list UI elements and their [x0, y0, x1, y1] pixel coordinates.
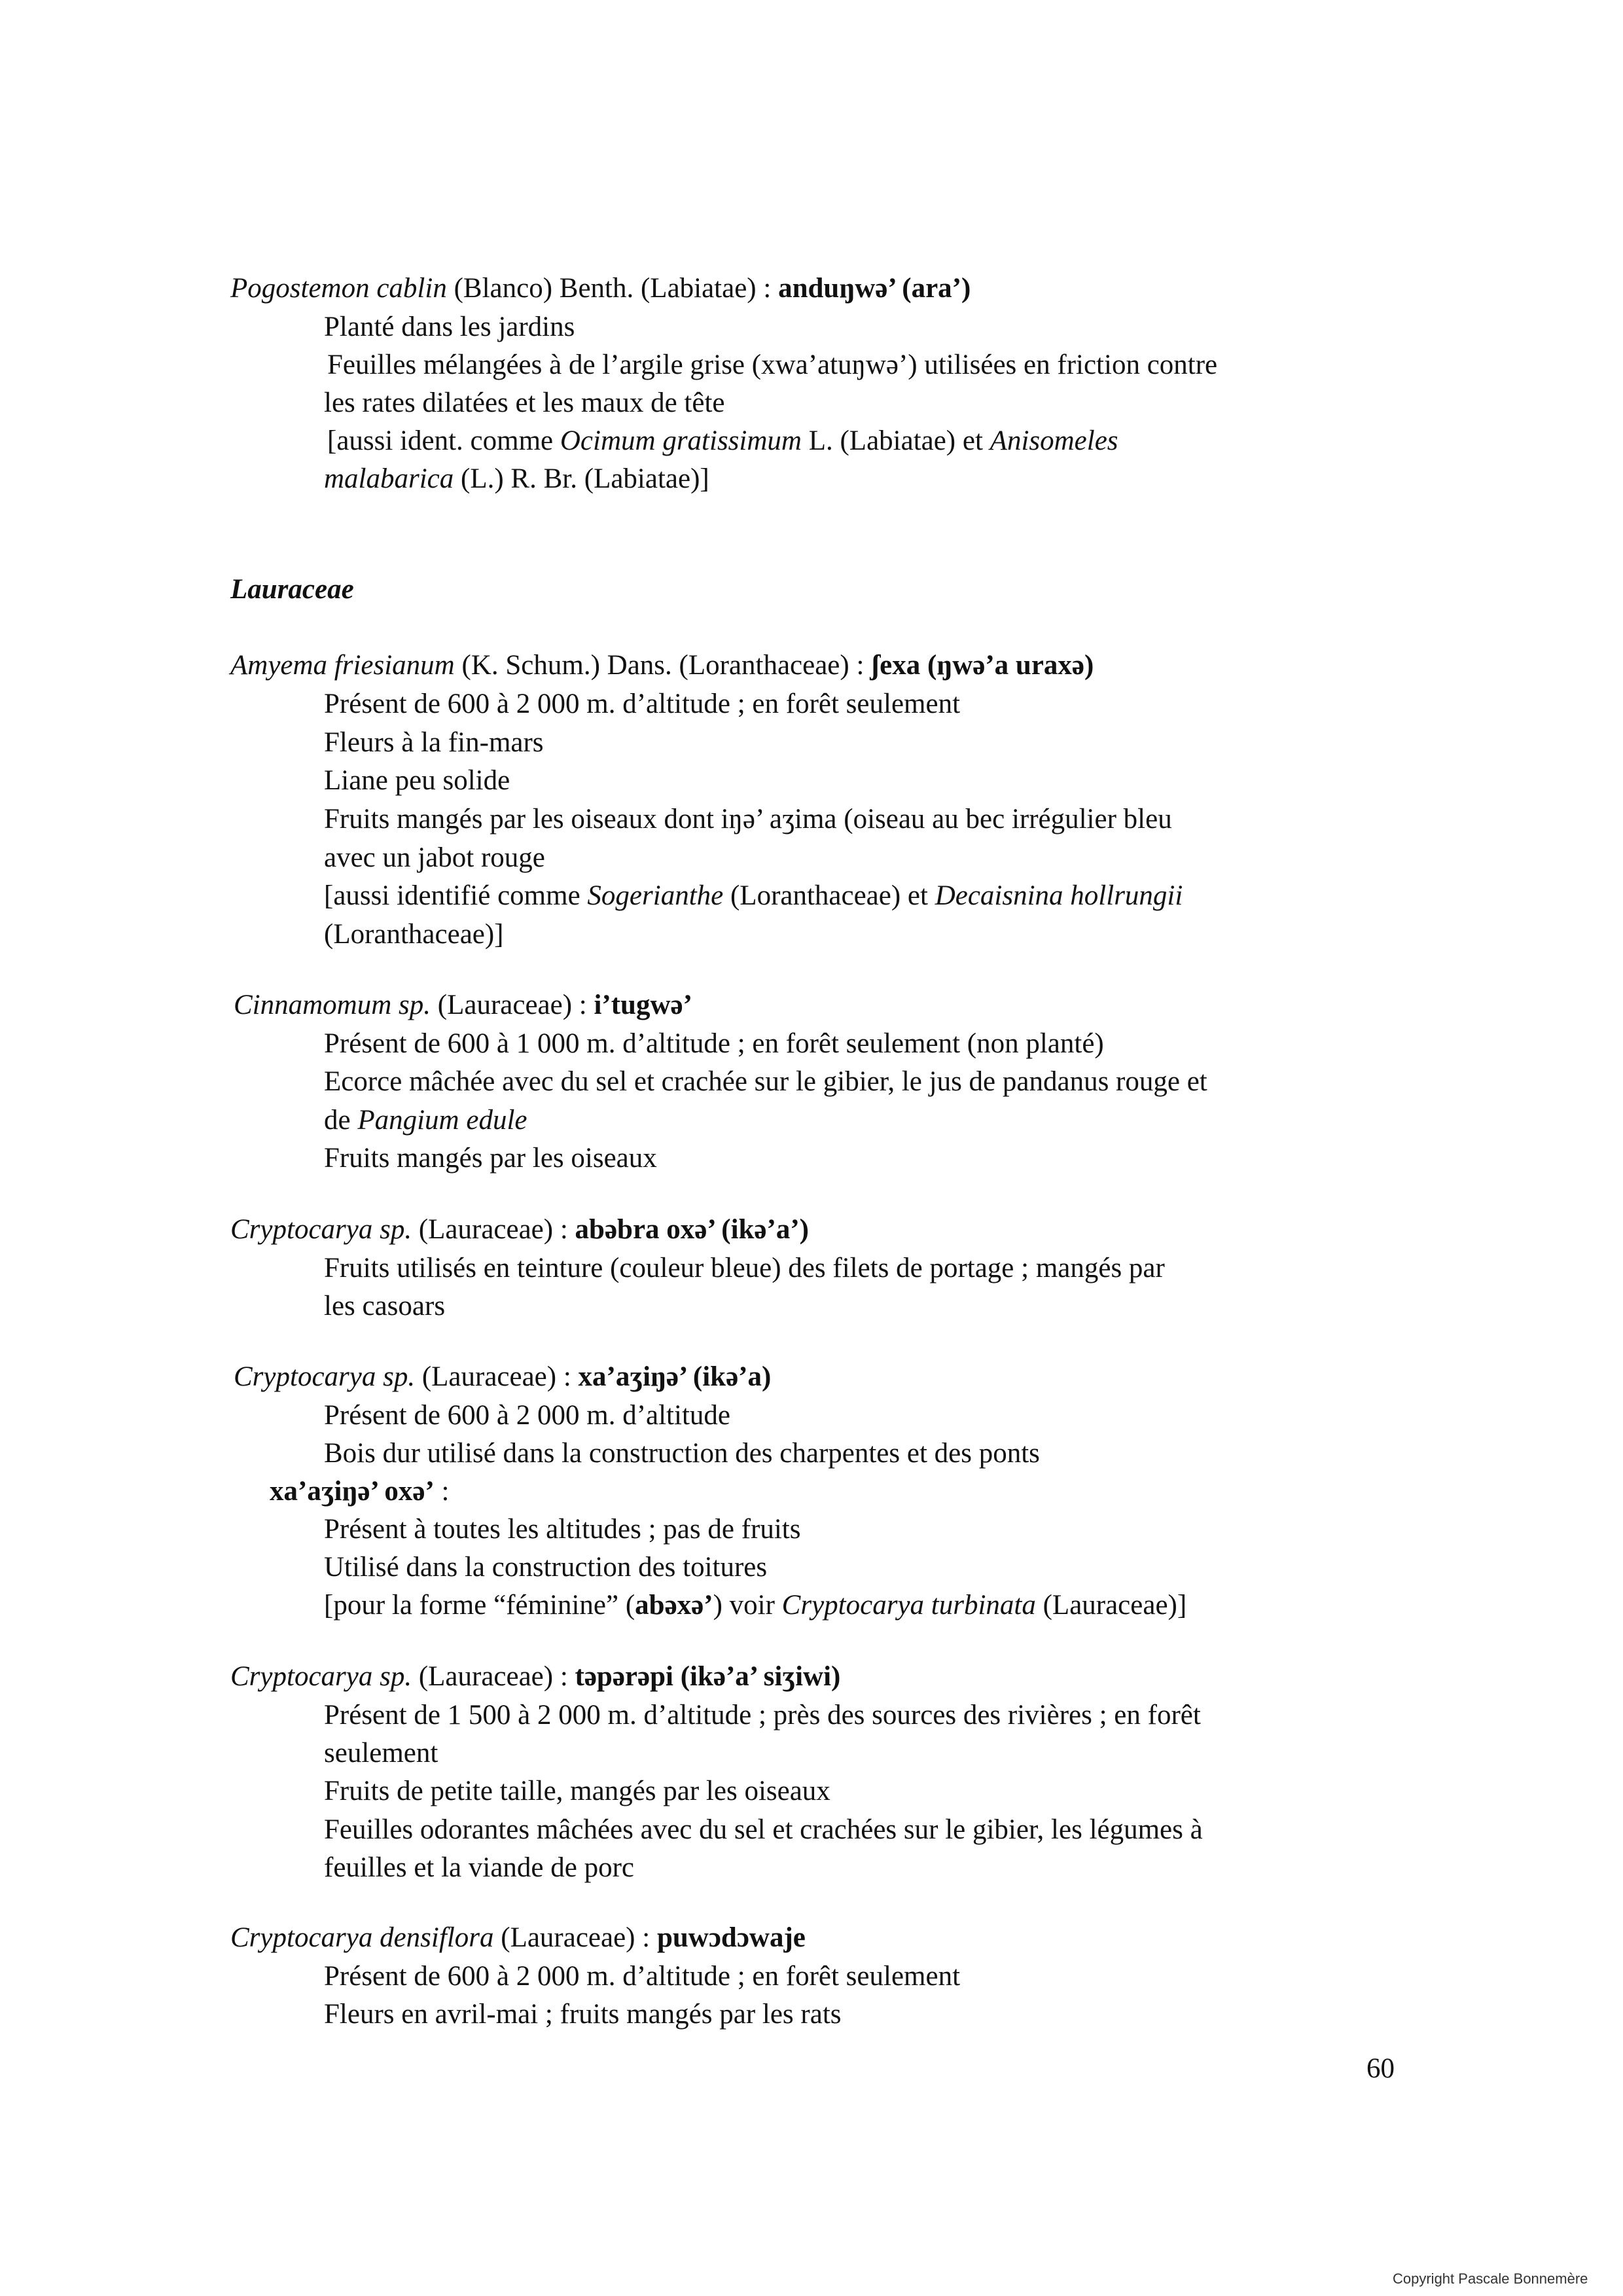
species-ref: Cryptocarya turbinata [781, 1590, 1036, 1621]
text-run: L. (Labiatae) et [801, 425, 990, 456]
entry-header [230, 1211, 809, 1249]
species-authority: (Lauraceae) : [415, 1361, 579, 1392]
vernacular-ref: abəxə’ [635, 1590, 713, 1621]
section-heading: Lauraceae [230, 574, 354, 605]
entry-line: Feuilles odorantes mâchées avec du sel et crachées sur le gibier, les légumes à [324, 1814, 1203, 1845]
text-run: [pour la forme “féminine” ( [324, 1590, 635, 1621]
entry-line: seulement [324, 1738, 438, 1768]
species-ref: Pangium edule [357, 1105, 527, 1136]
text-run: (Loranthaceae) et [723, 880, 935, 911]
entry-line: Présent de 600 à 2 000 m. d’altitude ; en forêt seulement [324, 689, 961, 719]
species-authority: (Lauraceae) : [412, 1214, 575, 1245]
entry-line: Fruits utilisés en teinture (couleur bleue) des filets de portage ; mangés par [324, 1253, 1165, 1283]
entry-line: Feuilles mélangées à de l’argile grise (xwa’atuŋwə’) utilisées en friction contre [327, 350, 1218, 380]
entry-line: Fruits mangés par les oiseaux [324, 1143, 657, 1174]
species-authority: (K. Schum.) Dans. (Loranthaceae) : [454, 650, 872, 681]
page-number: 60 [1366, 2053, 1395, 2084]
entry-line [324, 460, 709, 498]
vernacular-name: abəbra oxə’ (ikə’a’) [575, 1214, 809, 1245]
entry-line: Ecorce mâchée avec du sel et crachée sur le gibier, le jus de pandanus rouge et [324, 1066, 1207, 1097]
entry-line: les rates dilatées et les maux de tête [324, 387, 725, 418]
species-name: Cryptocarya densiflora [230, 1922, 494, 1953]
species-ref: Anisomeles [990, 425, 1118, 456]
text-run: [aussi ident. comme [327, 425, 560, 456]
species-ref: Ocimum gratissimum [560, 425, 802, 456]
entry-line: Liane peu solide [324, 765, 510, 796]
entry-header [230, 270, 971, 308]
entry-line: Planté dans les jardins [324, 312, 575, 342]
entry-line: Présent de 600 à 2 000 m. d’altitude [324, 1400, 730, 1431]
entry-line: feuilles et la viande de porc [324, 1852, 634, 1883]
entry-header [230, 1658, 840, 1696]
species-ref: malabarica [324, 463, 454, 494]
entry-line: Fleurs à la fin-mars [324, 727, 544, 758]
entry-line: Fruits mangés par les oiseaux dont iŋə’ aʒima (oiseau au bec irrégulier bleu [324, 804, 1172, 834]
text-run: [aussi identifié comme [324, 880, 588, 911]
sub-entry-header [270, 1473, 449, 1511]
entry-line: Utilisé dans la construction des toitures [324, 1552, 768, 1583]
entry-line: Présent de 600 à 1 000 m. d’altitude ; en forêt seulement (non planté) [324, 1028, 1104, 1059]
entry-header [230, 647, 1094, 685]
species-name: Cryptocarya sp. [230, 1214, 412, 1245]
species-name: Cinnamomum sp. [234, 990, 431, 1020]
entry-line: Présent de 1 500 à 2 000 m. d’altitude ; près des sources des rivières ; en forêt [324, 1700, 1201, 1731]
vernacular-name: puwɔdɔwaje [656, 1922, 806, 1953]
species-ref: Sogerianthe [587, 880, 724, 911]
entry-line: Présent à toutes les altitudes ; pas de fruits [324, 1514, 801, 1545]
vernacular-name: anduŋwə’ (ara’) [778, 273, 971, 304]
sub-vernacular-name: xa’aʒiŋə’ oxə’ [270, 1476, 435, 1507]
species-authority: (Blanco) Benth. (Labiatae) : [446, 273, 779, 304]
species-authority: (Lauraceae) : [431, 990, 594, 1020]
species-authority: (Lauraceae) : [493, 1922, 657, 1953]
entry-line: Bois dur utilisé dans la construction des charpentes et des ponts [324, 1438, 1040, 1469]
entry-header [234, 986, 692, 1024]
entry-line: avec un jabot rouge [324, 842, 545, 873]
entry-header [234, 1358, 771, 1396]
entry-header [230, 1919, 806, 1957]
entry-line: Fleurs en avril-mai ; fruits mangés par les rats [324, 1999, 842, 2030]
species-ref: Decaisnina hollrungii [935, 880, 1183, 911]
text-run: (L.) R. Br. (Labiatae)] [454, 463, 709, 494]
vernacular-name: i’tugwə’ [594, 990, 692, 1020]
copyright-notice: Copyright Pascale Bonnemère [1393, 2270, 1588, 2287]
species-name: Cryptocarya sp. [230, 1661, 412, 1692]
species-name: Pogostemon cablin [230, 273, 447, 304]
species-authority: (Lauraceae) : [412, 1661, 575, 1692]
text-run: de [324, 1105, 358, 1136]
vernacular-name: təpərəpi (ikə’a’ siʒiwi) [575, 1661, 841, 1692]
entry-line [324, 1102, 527, 1139]
vernacular-name: ʃexa (ŋwə’a uraxə) [871, 650, 1094, 681]
text-run: : [434, 1476, 450, 1507]
species-name: Amyema friesianum [230, 650, 455, 681]
entry-line: (Loranthaceae)] [324, 919, 504, 950]
entry-line [327, 422, 1118, 460]
vernacular-name: xa’aʒiŋə’ (ikə’a) [578, 1361, 772, 1392]
text-run: ) voir [713, 1590, 782, 1621]
text-run: (Lauraceae)] [1035, 1590, 1187, 1621]
entry-line [324, 877, 1183, 915]
species-name: Cryptocarya sp. [234, 1361, 416, 1392]
entry-line: les casoars [324, 1291, 446, 1321]
entry-line [324, 1587, 1186, 1624]
entry-line: Présent de 600 à 2 000 m. d’altitude ; en forêt seulement [324, 1961, 961, 1992]
entry-line: Fruits de petite taille, mangés par les oiseaux [324, 1776, 830, 1806]
